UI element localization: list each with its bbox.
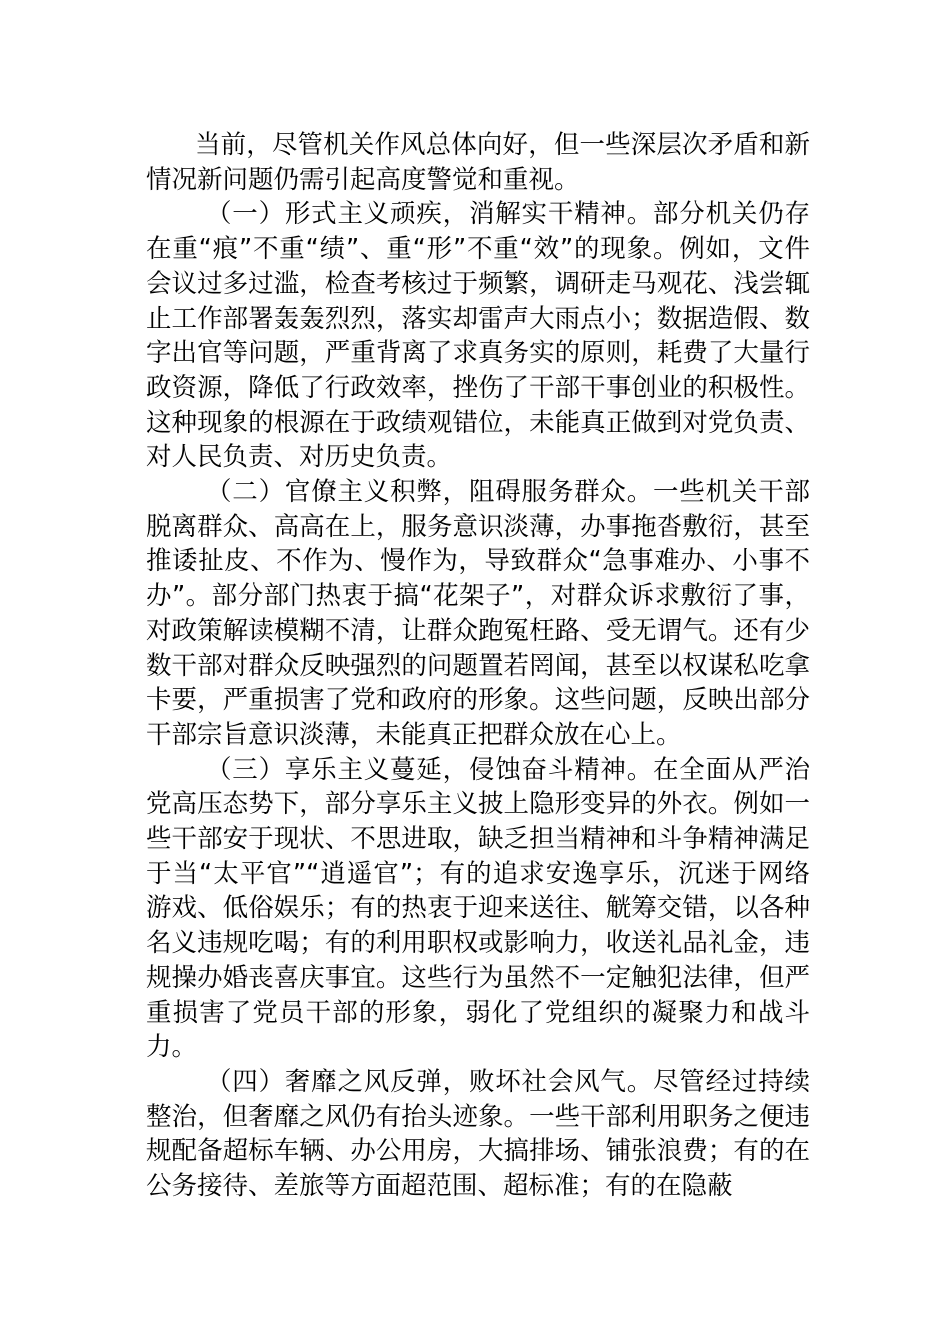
paragraph-section-4: （四）奢靡之风反弹，败坏社会风气。尽管经过持续整治，但奢靡之风仍有抬头迹象。一些干部利用职务之便违规配备超标车辆、办公用房，大搞排场、铺张浪费；有的在公务接待、差旅等方面超范围、超标准；有的在隐蔽 — [146, 1066, 810, 1202]
paragraph-section-3: （三）享乐主义蔓延，侵蚀奋斗精神。在全面从严治党高压态势下，部分享乐主义披上隐形变异的外衣。例如一些干部安于现状、不思进取，缺乏担当精神和斗争精神满足于当“太平官”“逍遥官”；有的追求安逸享乐，沉迷于网络游戏、低俗娱乐；有的热衷于迎来送往、觥筹交错，以各种名义违规吃喝；有的利用职权或影响力，收送礼品礼金，违规操办婚丧喜庆事宜。这些行为虽然不一定触犯法律，但严重损害了党员干部的形象，弱化了党组织的凝聚力和战斗力。 — [146, 754, 810, 1063]
paragraph-section-2: （二）官僚主义积弊，阻碍服务群众。一些机关干部脱离群众、高高在上，服务意识淡薄，办事拖沓敷衍，甚至推诿扯皮、不作为、慢作为，导致群众“急事难办、小事不办”。部分部门热衷于搞“花架子”，对群众诉求敷衍了事，对政策解读模糊不清，让群众跑冤枉路、受无谓气。还有少数干部对群众反映强烈的问题置若罔闻，甚至以权谋私吃拿卡要，严重损害了党和政府的形象。这些问题，反映出部分干部宗旨意识淡薄，未能真正把群众放在心上。 — [146, 477, 810, 750]
document-body — [146, 128, 810, 1204]
paragraph-intro: 当前，尽管机关作风总体向好，但一些深层次矛盾和新情况新问题仍需引起高度警觉和重视。 — [146, 130, 810, 195]
paragraph-section-1: （一）形式主义顽疾，消解实干精神。部分机关仍存在重“痕”不重“绩”、重“形”不重“效”的现象。例如，文件会议过多过滥，检查考核过于频繁，调研走马观花、浅尝辄止工作部署轰轰烈烈，落实却雷声大雨点小；数据造假、数字出官等问题，严重背离了求真务实的原则，耗费了大量行政资源，降低了行政效率，挫伤了干部干事创业的积极性。这种现象的根源在于政绩观错位，未能真正做到对党负责、对人民负责、对历史负责。 — [146, 199, 810, 473]
